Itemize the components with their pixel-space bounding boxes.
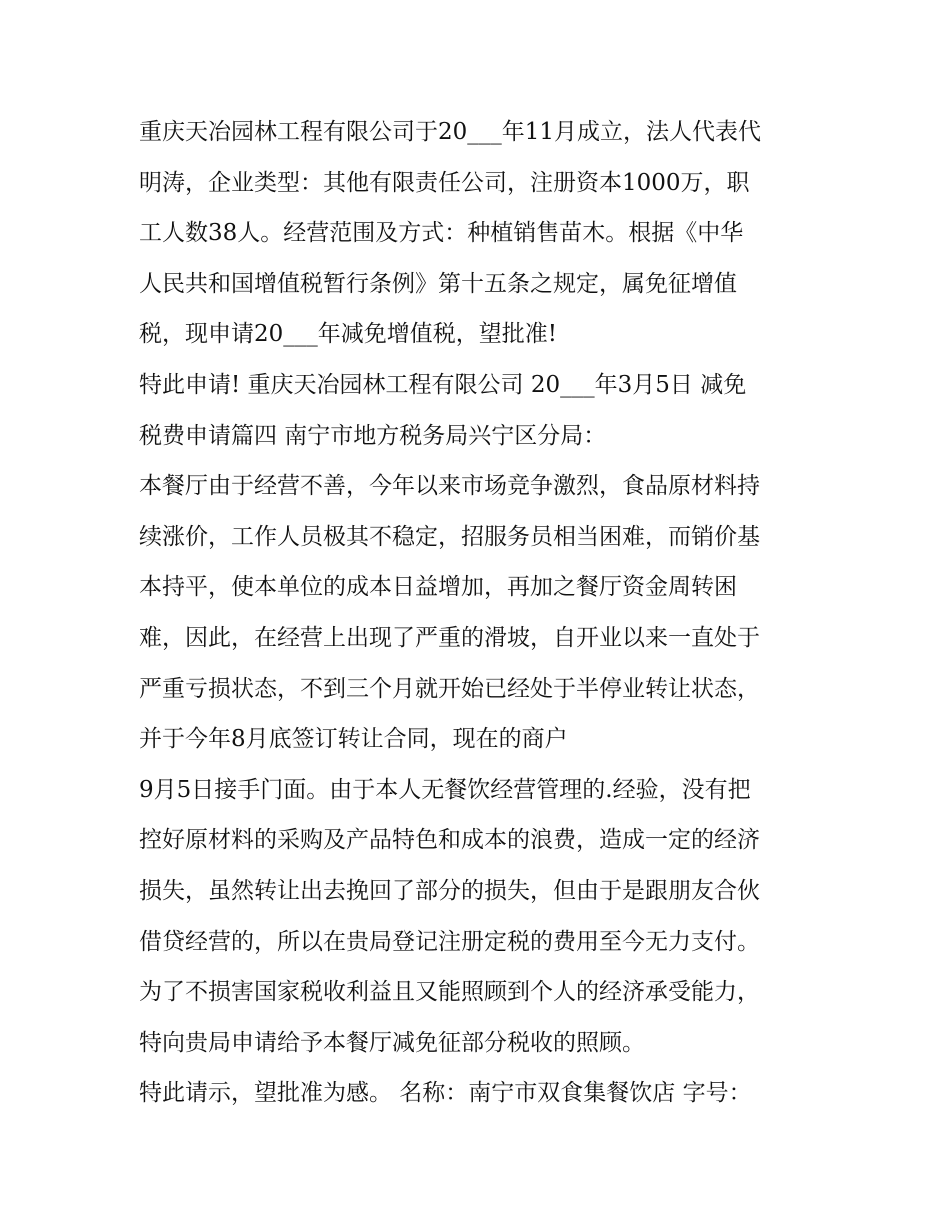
text-line: 明涛，企业类型：其他有限责任公司，注册资本1000万，职 — [139, 169, 750, 196]
text-line: 严重亏损状态，不到三个月就开始已经处于半停业转让状态， — [139, 675, 760, 702]
text-line: 控好原材料的采购及产品特色和成本的浪费，造成一定的经济 — [139, 827, 760, 854]
paragraph-company-application — [139, 107, 819, 360]
text-line: 本餐厅由于经营不善，今年以来市场竞争激烈，食品原材料持 — [139, 473, 760, 500]
paragraph-restaurant-situation — [139, 461, 819, 765]
text-line: 损失，虽然转让出去挽回了部分的损失，但由于是跟朋友合伙 — [139, 877, 760, 904]
text-line: 工人数38人。经营范围及方式：种植销售苗木。根据《中华 — [139, 220, 744, 247]
text-line: 特此请示，望批准为感。 名称：南宁市双食集餐饮店 字号： — [139, 1080, 752, 1107]
text-line: 特向贵局申请给予本餐厅减免征部分税收的照顾。 — [139, 1029, 645, 1056]
text-line: 税，现申请20___年减免增值税，望批准! — [139, 321, 558, 348]
text-line: 并于今年8月底签订转让合同，现在的商户 — [139, 726, 568, 753]
text-line: 续涨价，工作人员极其不稳定，招服务员相当困难，而销价基 — [139, 523, 760, 550]
paragraph-signature-and-heading — [139, 360, 819, 461]
text-line: 为了不损害国家税收利益且又能照顾到个人的经济承受能力， — [139, 979, 760, 1006]
text-line: 特此申请! 重庆天冶园林工程有限公司 20___年3月5日 减免 — [139, 371, 747, 398]
document-body — [139, 107, 819, 1119]
text-line: 难，因此，在经营上出现了严重的滑坡，自开业以来一直处于 — [139, 624, 760, 651]
text-line: 本持平，使本单位的成本日益增加，再加之餐厅资金周转困 — [139, 574, 737, 601]
text-line: 重庆天冶园林工程有限公司于20___年11月成立，法人代表代 — [139, 119, 762, 145]
text-line: 税费申请篇四 南宁市地方税务局兴宁区分局： — [139, 422, 607, 449]
paragraph-request-details — [139, 765, 819, 1069]
text-line: 9月5日接手门面。由于本人无餐饮经营管理的.经验，没有把 — [139, 776, 751, 803]
paragraph-closing — [139, 1068, 819, 1119]
text-line: 借贷经营的，所以在贵局登记注册定税的费用至今无力支付。 — [139, 928, 760, 955]
text-line: 人民共和国增值税暂行条例》第十五条之规定，属免征增值 — [139, 270, 737, 297]
